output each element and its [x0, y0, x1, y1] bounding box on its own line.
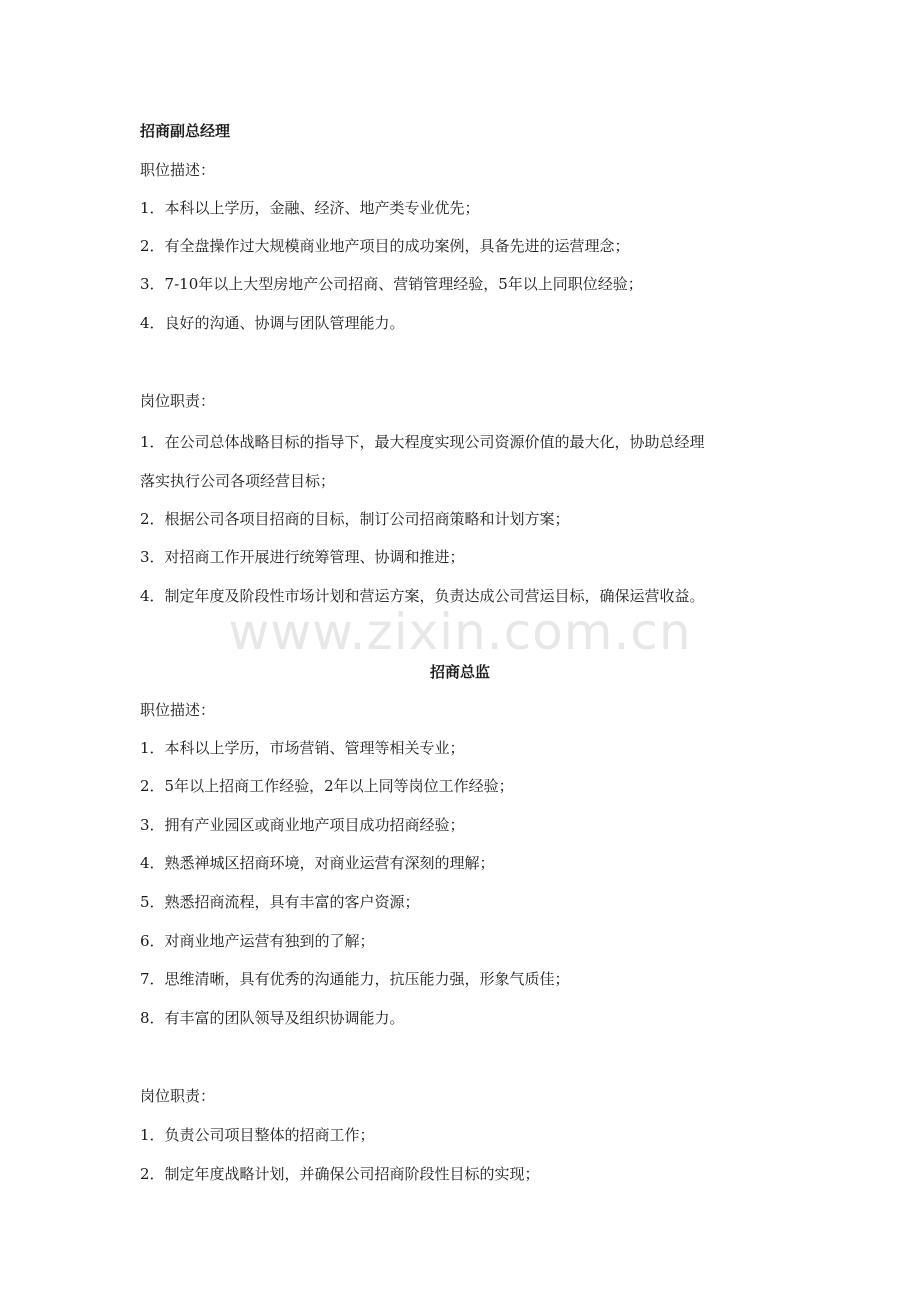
requirement-item: 1．本科以上学历，金融、经济、地产类专业优先； [140, 199, 480, 217]
job-duties-heading: 岗位职责： [140, 1087, 216, 1105]
job-duties-heading: 岗位职责： [140, 392, 216, 410]
duty-item: 3．对招商工作开展进行统筹管理、协调和推进； [140, 548, 465, 566]
requirement-item: 4．良好的沟通、协调与团队管理能力。 [140, 314, 405, 332]
job-description-heading: 职位描述： [140, 161, 216, 179]
duty-item: 1．在公司总体战略目标的指导下，最大程度实现公司资源价值的最大化，协助总经理 [140, 433, 705, 451]
requirement-item: 2．有全盘操作过大规模商业地产项目的成功案例，具备先进的运营理念； [140, 237, 630, 255]
requirement-item: 3．7-10年以上大型房地产公司招商、营销管理经验，5年以上同职位经验； [140, 275, 643, 293]
requirement-item: 3．拥有产业园区或商业地产项目成功招商经验； [140, 816, 465, 834]
job-description-heading: 职位描述： [140, 701, 216, 719]
duty-item: 1．负责公司项目整体的招商工作； [140, 1126, 375, 1144]
requirement-item: 6．对商业地产运营有独到的了解； [140, 932, 375, 950]
requirement-item: 7．思维清晰，具有优秀的沟通能力，抗压能力强，形象气质佳； [140, 970, 570, 988]
watermark: www.zixin.com.cn [228, 603, 692, 661]
section-title-director: 招商总监 [429, 663, 490, 681]
duty-item-continuation: 落实执行公司各项经营目标； [140, 472, 336, 490]
requirement-item: 1．本科以上学历，市场营销、管理等相关专业； [140, 739, 465, 757]
duty-item: 2．制定年度战略计划，并确保公司招商阶段性目标的实现； [140, 1165, 540, 1183]
duty-item: 2．根据公司各项目招商的目标，制订公司招商策略和计划方案； [140, 510, 570, 528]
requirement-item: 2．5年以上招商工作经验，2年以上同等岗位工作经验； [140, 777, 514, 795]
section-title-vice-gm: 招商副总经理 [140, 122, 231, 140]
requirement-item: 4．熟悉禅城区招商环境，对商业运营有深刻的理解； [140, 854, 495, 872]
requirement-item: 5．熟悉招商流程，具有丰富的客户资源； [140, 893, 420, 911]
duty-item: 4．制定年度及阶段性市场计划和营运方案，负责达成公司营运目标，确保运营收益。 [140, 587, 705, 605]
requirement-item: 8．有丰富的团队领导及组织协调能力。 [140, 1009, 405, 1027]
